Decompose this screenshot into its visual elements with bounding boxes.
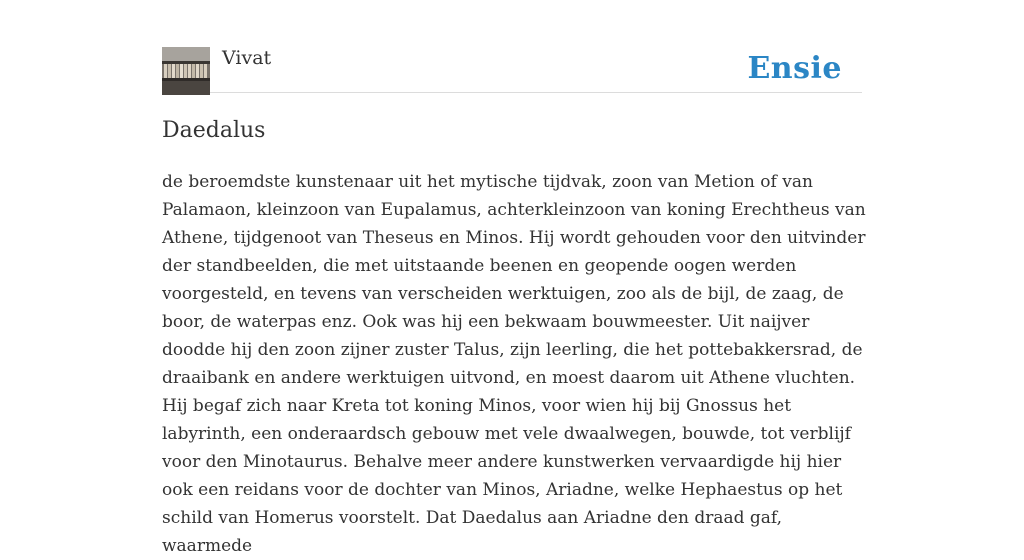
source-name[interactable]: Vivat bbox=[222, 47, 272, 69]
page-header bbox=[162, 46, 862, 93]
books-avatar-icon[interactable] bbox=[162, 47, 210, 95]
article-title: Daedalus bbox=[162, 118, 266, 143]
brand-logo[interactable]: Ensie bbox=[747, 51, 842, 86]
article-body: de beroemdste kunstenaar uit het mytische tijdvak, zoon van Metion of van Palamaon, kleinzoon van Eupalamus, achterkleinzoon van koning Erechtheus van Athene, tijdgenoot van Theseus en Minos. Hij wordt gehouden voor den uitvinder der standbeelden, die met uitstaande beenen en geopende oogen werden voorgesteld, en tevens van verscheiden werktuigen, zoo als de bijl, de zaag, de boor, de waterpas enz. Ook was hij een bekwaam bouwmeester. Uit naijver doodde hij den zoon zijner zuster Talus, zijn leerling, die het pottebakkersrad, de draaibank en andere werktuigen uitvond, en moest daarom uit Athene vluchten. Hij begaf zich naar Kreta tot koning Minos, voor wien hij bij Gnossus het labyrinth, een onderaardsch gebouw met vele dwaalwegen, bouwde, tot verblijf voor den Minotaurus. Behalve meer andere kunstwerken vervaardigde hij hier ook een reidans voor de dochter van Minos, Ariadne, welke Hephaestus op het schild van Homerus voorstelt. Dat Daedalus aan Ariadne den draad gaf, waarmede bbox=[162, 172, 866, 556]
